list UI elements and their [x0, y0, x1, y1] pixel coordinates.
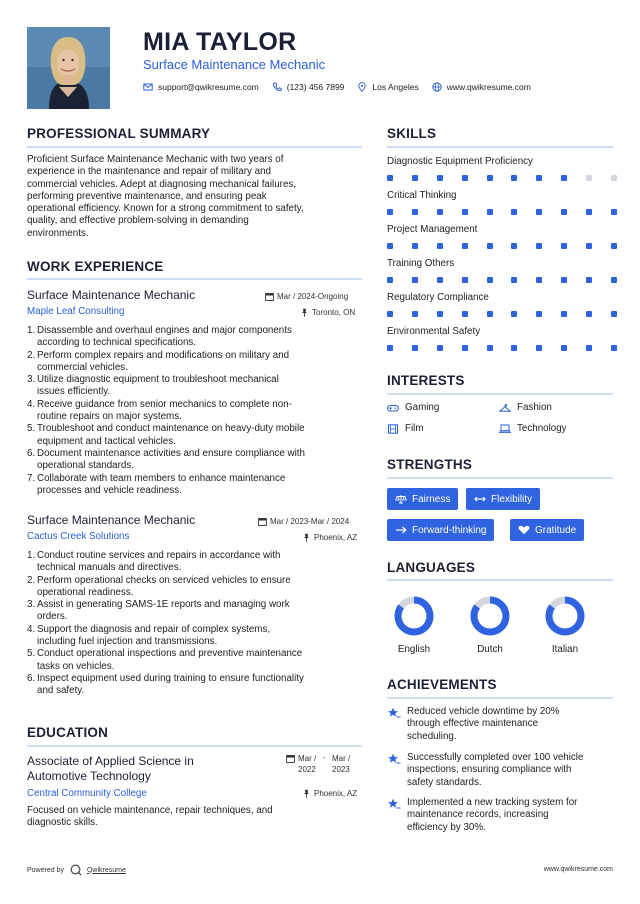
skill-dot: [487, 345, 493, 351]
language-level-ring: [470, 596, 510, 636]
education-description: Focused on vehicle maintenance, repair techniques, and diagnostic skills.: [27, 805, 273, 829]
language-item: [460, 596, 520, 655]
skill-name: Critical Thinking: [387, 190, 457, 201]
skill-dot: [387, 345, 393, 351]
pushpin-icon: [302, 789, 311, 798]
strengths-heading: STRENGTHS: [387, 457, 473, 472]
strength-chip: Gratitude: [510, 519, 584, 541]
achievement-item: Successfully completed over 100 vehicle inspections, ensuring compliance with safety standards.: [387, 752, 622, 789]
list-item: 6. Inspect equipment used during training to ensure functionality and safety.: [27, 672, 304, 697]
language-name: Dutch: [477, 644, 503, 655]
job-location-text: Toronto, ON: [312, 308, 356, 317]
list-item: 4. Receive guidance from senior mechanics to complete non- routine repairs on major systems.: [27, 398, 292, 423]
globe-icon: [432, 82, 442, 92]
skills-rule: [387, 146, 613, 148]
contact-phone-text: (123) 456 7899: [286, 82, 345, 92]
skill-dot: [536, 175, 542, 181]
skill-dot: [561, 243, 567, 249]
skill-dot: [611, 175, 617, 181]
skill-dot: [462, 311, 468, 317]
skill-dot: [487, 175, 493, 181]
job-date: [265, 292, 348, 301]
summary-heading: PROFESSIONAL SUMMARY: [27, 126, 211, 141]
achievement-item: Reduced vehicle downtime by 20% through effective maintenance scheduling.: [387, 706, 622, 743]
star-check-icon: [387, 707, 401, 719]
strengths-rule: [387, 477, 613, 479]
job-bullets: [27, 550, 362, 698]
calendar-icon: [286, 754, 295, 763]
list-item: 5. Conduct operational inspections and preventive maintenance tasks on vehicles.: [27, 648, 303, 672]
language-level-ring: [545, 596, 585, 636]
skill-dot: [462, 209, 468, 215]
skill-dot: [536, 311, 542, 317]
skill-dot: [561, 209, 567, 215]
experience-heading: WORK EXPERIENCE: [27, 259, 164, 274]
job-date: [258, 517, 349, 526]
skill-dot: [511, 209, 517, 215]
contact-website[interactable]: [432, 82, 531, 92]
footer-url[interactable]: www.qwikresume.com: [543, 866, 613, 873]
skill-dot: [387, 243, 393, 249]
arrow-right-icon: [395, 525, 407, 535]
list-item: 3. Assist in generating SAMS-1E reports and managing work orders.: [27, 599, 290, 623]
job-title: Surface Maintenance Mechanic: [27, 288, 196, 302]
education-rule: [27, 745, 362, 747]
skills-heading: SKILLS: [387, 126, 437, 141]
skill-rating: [387, 175, 617, 181]
candidate-role: Surface Maintenance Mechanic: [143, 57, 326, 72]
skill-dot: [487, 209, 493, 215]
language-item: [384, 596, 444, 655]
summary-line: commercial vehicles. Adept at diagnosing mechanical failures,: [27, 178, 297, 190]
strength-chip: Forward-thinking: [387, 519, 494, 541]
education-location: [302, 789, 357, 798]
job-bullets: [27, 325, 362, 497]
skill-dot: [487, 311, 493, 317]
skill-dot: [586, 243, 592, 249]
skill-dot: [412, 243, 418, 249]
strength-chip: Fairness: [387, 488, 458, 510]
summary-line: quality, and effective problem-solving in demanding: [27, 215, 249, 227]
calendar-icon: [258, 517, 267, 526]
company-name[interactable]: Maple Leaf Consulting: [27, 306, 125, 317]
scale-icon: [395, 494, 407, 504]
skill-dot: [487, 243, 493, 249]
skill-dot: [511, 243, 517, 249]
skill-dot: [586, 209, 592, 215]
education-date-separator: -: [323, 753, 326, 762]
list-item: 4. Support the diagnosis and repair of complex systems, including fuel injection and transmissions.: [27, 623, 271, 648]
language-name: English: [397, 644, 431, 655]
job-title: Surface Maintenance Mechanic: [27, 513, 196, 527]
job-location: [300, 308, 355, 317]
skill-rating: [387, 345, 617, 351]
skill-dot: [387, 277, 393, 283]
summary-line: performing preventive maintenance, and ensuring peak: [27, 190, 267, 202]
film-icon: [387, 424, 399, 434]
interests-heading: INTERESTS: [387, 373, 465, 388]
pushpin-icon: [300, 308, 309, 317]
skill-rating: [387, 243, 617, 249]
skill-dot: [412, 175, 418, 181]
education-end-date: Mar / 2023: [332, 754, 351, 774]
interests-rule: [387, 393, 613, 395]
skill-dot: [387, 311, 393, 317]
footer-powered-by: Powered by Qwikresume: [27, 864, 126, 876]
contact-email-text: support@qwikresume.com: [158, 82, 259, 92]
company-name[interactable]: Cactus Creek Solutions: [27, 531, 130, 542]
contact-email[interactable]: [143, 82, 259, 92]
list-item: 2. Perform operational checks on serviced vehicles to ensure operational readiness.: [27, 574, 291, 598]
summary-line: environments.: [27, 227, 89, 239]
job-location: [302, 533, 357, 542]
list-item: 3. Utilize diagnostic equipment to troubleshoot mechanical issues efficiently.: [27, 374, 279, 398]
skill-dot: [437, 175, 443, 181]
skill-dot: [536, 277, 542, 283]
skill-dot: [412, 277, 418, 283]
skill-dot: [611, 209, 617, 215]
school-name[interactable]: Central Community College: [27, 788, 147, 799]
skill-name: Training Others: [387, 258, 455, 269]
contact-location: [357, 82, 418, 92]
achievements-rule: [387, 697, 613, 699]
skill-dot: [586, 277, 592, 283]
job-location-text: Phoenix, AZ: [314, 533, 358, 542]
skill-dot: [586, 311, 592, 317]
list-item: 7. Collaborate with team members to enhance maintenance processes and vehicle readiness.: [27, 472, 286, 496]
heart-icon: [518, 525, 530, 535]
interest-item: Technology: [499, 423, 567, 434]
footer-brand-link[interactable]: Qwikresume: [86, 866, 126, 874]
skill-dot: [462, 175, 468, 181]
skill-dot: [611, 345, 617, 351]
language-name: Italian: [551, 644, 579, 655]
skill-dot: [412, 345, 418, 351]
contact-website-text: www.qwikresume.com: [446, 82, 531, 92]
skill-dot: [611, 277, 617, 283]
skill-dot: [412, 311, 418, 317]
contact-bar: [143, 82, 544, 92]
summary-text: [27, 154, 362, 240]
experience-rule: [27, 278, 362, 280]
interest-item: Gaming: [387, 402, 439, 413]
education-heading: EDUCATION: [27, 725, 109, 740]
gamepad-icon: [387, 403, 399, 413]
list-item: 2. Perform complex repairs and modifications on military and commercial vehicles.: [27, 349, 290, 373]
skill-dot: [462, 345, 468, 351]
languages-heading: LANGUAGES: [387, 560, 476, 575]
skill-dot: [536, 243, 542, 249]
laptop-icon: [499, 424, 511, 434]
phone-icon: [272, 82, 282, 92]
job-date-text: Mar / 2024-Ongoing: [277, 292, 349, 301]
skill-dot: [611, 243, 617, 249]
skill-dot: [511, 175, 517, 181]
skill-dot: [536, 209, 542, 215]
skill-rating: [387, 277, 617, 283]
interest-item: Fashion: [499, 402, 552, 413]
skill-dot: [487, 277, 493, 283]
calendar-icon: [265, 292, 274, 301]
skill-name: Regulatory Compliance: [387, 292, 489, 303]
education-location-text: Phoenix, AZ: [314, 789, 358, 798]
pushpin-icon: [302, 533, 311, 542]
skill-dot: [387, 175, 393, 181]
summary-line: operational efficiency. Known for a strong commitment to safety,: [27, 203, 304, 215]
resume-header: [0, 0, 640, 118]
skill-dot: [462, 243, 468, 249]
skill-name: Environmental Safety: [387, 326, 481, 337]
degree-title: Associate of Applied Science in Automotive Technology: [27, 754, 194, 783]
skill-dot: [437, 277, 443, 283]
skill-rating: [387, 209, 617, 215]
job-date-text: Mar / 2023-Mar / 2024: [270, 517, 350, 526]
skill-dot: [561, 175, 567, 181]
skill-dot: [561, 345, 567, 351]
languages-rule: [387, 579, 613, 581]
summary-line: Proficient Surface Maintenance Mechanic with two years of: [27, 154, 284, 165]
profile-photo: [27, 27, 110, 109]
skill-dot: [437, 243, 443, 249]
skill-dot: [387, 209, 393, 215]
skill-dot: [586, 175, 592, 181]
hanger-icon: [499, 403, 511, 413]
skill-dot: [437, 209, 443, 215]
list-item: 5. Troubleshoot and conduct maintenance on heavy-duty mobile equipment and tactical vehicles.: [27, 423, 305, 447]
skill-dot: [561, 311, 567, 317]
language-level-ring: [394, 596, 434, 636]
skill-name: Project Management: [387, 224, 478, 235]
contact-location-text: Los Angeles: [372, 82, 419, 92]
skill-dot: [586, 345, 592, 351]
skill-dot: [437, 345, 443, 351]
location-pin-icon: [357, 82, 367, 92]
skill-dot: [561, 277, 567, 283]
skill-dot: [437, 311, 443, 317]
star-check-icon: [387, 798, 401, 810]
skill-dot: [611, 311, 617, 317]
star-check-icon: [387, 753, 401, 765]
skill-dot: [536, 345, 542, 351]
contact-phone[interactable]: [272, 82, 345, 92]
summary-line: experience in the maintenance and repair of military and: [27, 166, 271, 178]
education-start-date: Mar / 2022: [298, 753, 316, 775]
skill-rating: [387, 311, 617, 317]
interest-item: Film: [387, 423, 424, 434]
arrows-icon: [474, 494, 486, 504]
skill-dot: [511, 345, 517, 351]
skill-name: Diagnostic Equipment Proficiency: [387, 156, 533, 167]
skill-dot: [412, 209, 418, 215]
skill-dot: [511, 311, 517, 317]
candidate-name: MIA TAYLOR: [143, 28, 297, 56]
language-item: [535, 596, 595, 655]
qwikresume-logo-icon: [70, 864, 82, 876]
summary-rule: [27, 146, 362, 148]
skill-dot: [511, 277, 517, 283]
list-item: 6. Document maintenance activities and ensure compliance with operational standards.: [27, 447, 305, 472]
achievement-item: Implemented a new tracking system for maintenance records, increasing efficiency by 30%.: [387, 797, 622, 834]
achievements-heading: ACHIEVEMENTS: [387, 677, 497, 692]
skill-dot: [462, 277, 468, 283]
email-icon: [143, 82, 153, 92]
list-item: 1. Conduct routine services and repairs in accordance with technical manuals and directives.: [27, 550, 281, 574]
strength-chip: Flexibility: [466, 488, 540, 510]
list-item: 1. Disassemble and overhaul engines and major components according to technical specifications.: [27, 325, 292, 349]
